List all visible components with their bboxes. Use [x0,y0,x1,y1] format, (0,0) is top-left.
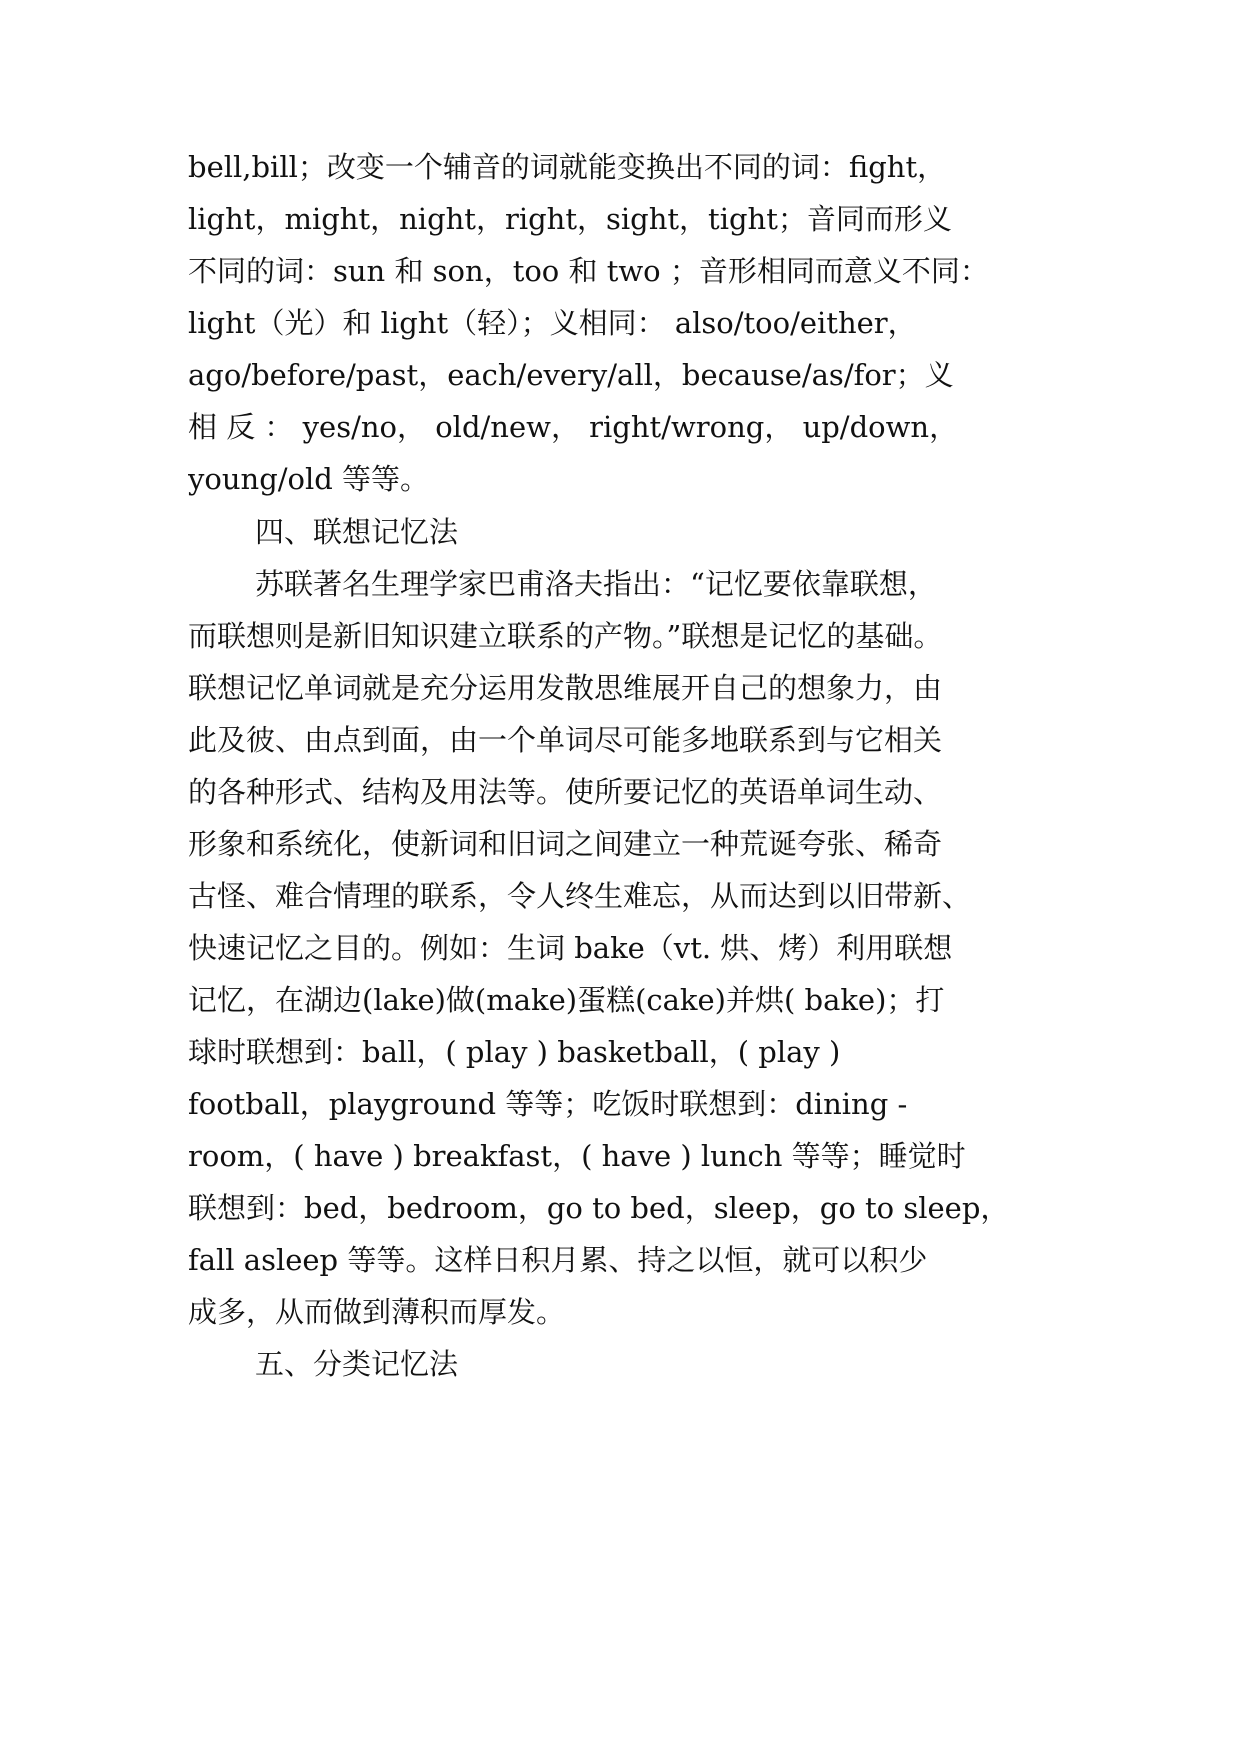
text-line: 联想记忆单词就是充分运用发散思维展开自己的想象力，由 [188,671,943,705]
text-line: 记忆，在湖边(lake)做(make)蛋糕(cake)并烘( bake)；打 [188,983,945,1017]
text-line: light（光）和 light（轻）；义相同： also/too/either， [188,306,917,340]
text-line: 快速记忆之目的。例如：生词 bake（vt. 烘、烤）利用联想 [188,931,953,965]
text-line: bell,bill；改变一个辅音的词就能变换出不同的词：fight， [188,150,947,184]
text-line: 球时联想到：ball，( play ) basketball，( play ) [188,1035,841,1069]
text-line: 相 反 ： yes/no， old/new， right/wrong， up/down， [188,410,959,444]
paragraph-start: 苏联著名生理学家巴甫洛夫指出：“记忆要依靠联想， [255,567,937,601]
section-heading: 四、联想记忆法 [255,515,459,549]
text-line: 而联想则是新旧知识建立联系的产物。”联想是记忆的基础。 [188,619,943,653]
text-line: fall asleep 等等。这样日积月累、持之以恒，就可以积少 [188,1243,928,1277]
text-line: 古怪、难合情理的联系，令人终生难忘，从而达到以旧带新、 [188,879,972,913]
text-line: football，playground 等等；吃饭时联想到：dining - [188,1087,908,1121]
text-line: 形象和系统化，使新词和旧词之间建立一种荒诞夸张、稀奇 [188,827,943,861]
text-line: young/old 等等。 [188,462,430,496]
text-line: 联想到：bed，bedroom，go to bed，sleep，go to sleep， [188,1191,1010,1225]
text-line: 的各种形式、结构及用法等。使所要记忆的英语单词生动、 [188,775,943,809]
section-heading: 五、分类记忆法 [255,1347,459,1381]
text-line: 成多，从而做到薄积而厚发。 [188,1295,566,1329]
text-line: 不同的词：sun 和 son，too 和 two ；音形相同而意义不同： [188,254,989,288]
text-line: light，might，night，right，sight，tight；音同而形义 [188,202,952,236]
text-line: ago/before/past，each/every/all，because/as/for；义 [188,358,954,392]
text-line: 此及彼、由点到面，由一个单词尽可能多地联系到与它相关 [188,723,943,757]
text-line: room，( have ) breakfast，( have ) lunch 等等；睡觉时 [188,1139,966,1173]
